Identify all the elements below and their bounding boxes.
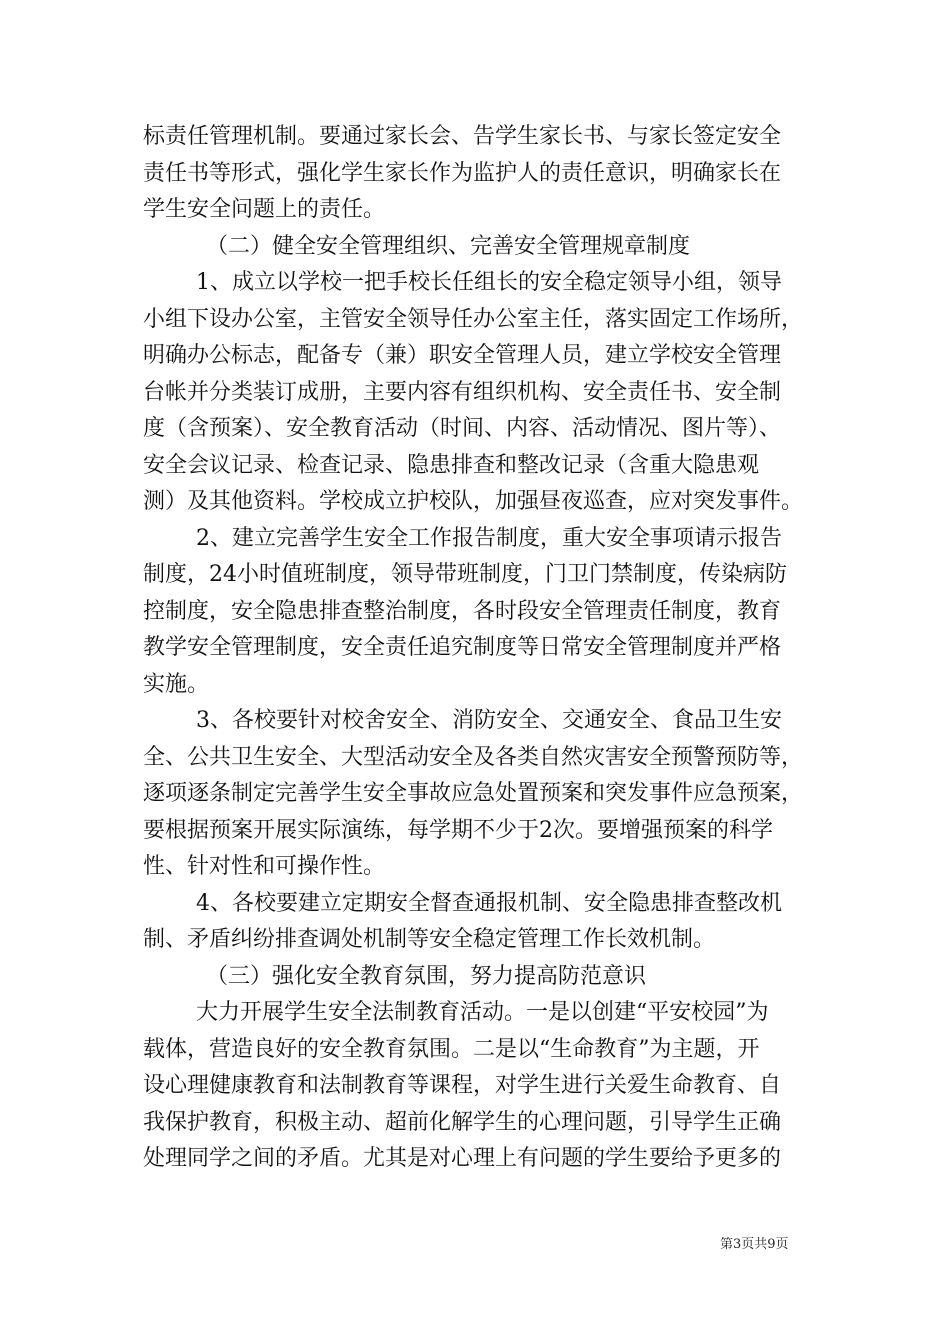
text-line: 度（含预案）、安全教育活动（时间、内容、活动情况、图片等）、 [143, 416, 782, 441]
text-line: 测）及其他资料。学校成立护校队，加强昼夜巡查，应对突发事件。 [143, 489, 804, 514]
text-line: 教学安全管理制度，安全责任追究制度等日常安全管理制度并严格 [143, 635, 782, 660]
text-line: 我保护教育，积极主动、超前化解学生的心理问题，引导学生正确 [143, 1110, 782, 1135]
text-line: 逐项逐条制定完善学生安全事故应急处置预案和突发事件应急预案， [143, 781, 804, 806]
text-line: 学生安全问题上的责任。 [143, 197, 386, 222]
text-line: 4、各校要建立定期安全督查通报机制、安全隐患排查整改机 [196, 891, 782, 916]
text-line: 实施。 [143, 672, 210, 697]
text-line: 处理同学之间的矛盾。尤其是对心理上有问题的学生要给予更多的 [143, 1146, 782, 1171]
section-heading: （三）强化安全教育氛围，努力提高防范意识 [206, 964, 647, 989]
text-line: 全、公共卫生安全、大型活动安全及各类自然灾害安全预警预防等， [143, 745, 804, 770]
text-line: 3、各校要针对校舍安全、消防安全、交通安全、食品卫生安 [196, 708, 782, 733]
text-line: 制度，24小时值班制度，领导带班制度，门卫门禁制度，传染病防 [143, 562, 787, 587]
text-line: 2、建立完善学生安全工作报告制度，重大安全事项请示报告 [196, 526, 782, 551]
text-line: 台帐并分类装订成册，主要内容有组织机构、安全责任书、安全制 [143, 380, 782, 405]
page-number-footer: 第3页共9页 [720, 1237, 789, 1252]
text-line: 小组下设办公室，主管安全领导任办公室主任，落实固定工作场所， [143, 307, 804, 332]
text-line: 制、矛盾纠纷排查调处机制等安全稳定管理工作长效机制。 [143, 927, 716, 952]
text-line: 载体，营造良好的安全教育氛围。二是以“生命教育”为主题，开 [143, 1037, 760, 1062]
section-heading: （二）健全安全管理组织、完善安全管理规章制度 [206, 234, 691, 259]
text-line: 安全会议记录、检查记录、隐患排查和整改记录（含重大隐患观 [143, 453, 760, 478]
text-line: 明确办公标志，配备专（兼）职安全管理人员，建立学校安全管理 [143, 343, 782, 368]
text-line: 1、成立以学校一把手校长任组长的安全稳定领导小组，领导 [196, 270, 782, 295]
text-line: 控制度，安全隐患排查整治制度，各时段安全管理责任制度，教育 [143, 599, 782, 624]
text-line: 要根据预案开展实际演练，每学期不少于2次。要增强预案的科学 [143, 818, 773, 843]
text-line: 大力开展学生安全法制教育活动。一是以创建“平安校园”为 [196, 1000, 769, 1025]
text-line: 设心理健康教育和法制教育等课程，对学生进行关爱生命教育、自 [143, 1073, 782, 1098]
text-line: 性、针对性和可操作性。 [143, 854, 386, 879]
text-line: 标责任管理机制。要通过家长会、告学生家长书、与家长签定安全 [143, 124, 782, 149]
text-line: 责任书等形式，强化学生家长作为监护人的责任意识，明确家长在 [143, 161, 782, 186]
